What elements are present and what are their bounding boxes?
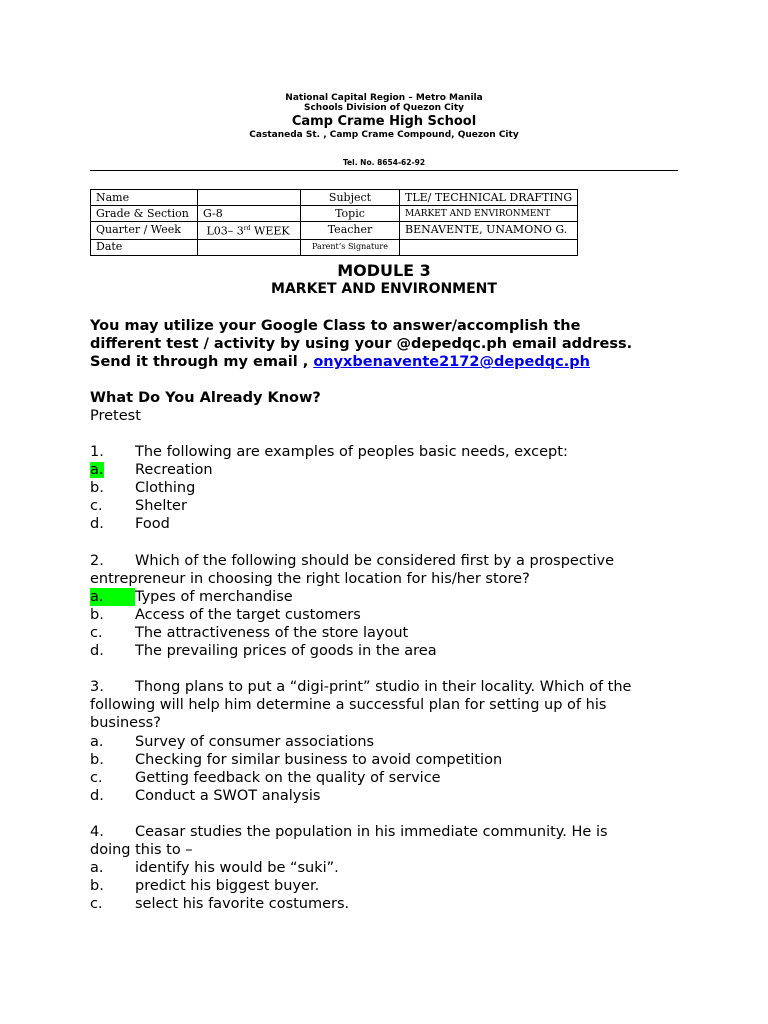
student-info-table bbox=[90, 189, 578, 256]
question-text: following will help him determine a successful plan for setting up of his bbox=[90, 697, 607, 714]
quarter-week-value: L03– 3rd WEEK bbox=[198, 222, 301, 240]
choice-text: Access of the target customers bbox=[135, 606, 361, 623]
region-header: National Capital Region – Metro Manila bbox=[285, 93, 483, 103]
choice-letter: c. bbox=[90, 896, 103, 913]
question-number: 3. bbox=[90, 679, 104, 696]
choice-text: predict his biggest buyer. bbox=[135, 878, 320, 895]
table-row bbox=[91, 190, 578, 206]
choice-text: Clothing bbox=[135, 480, 196, 497]
choice-letter: b. bbox=[90, 480, 104, 497]
choice-text: Types of merchandise bbox=[135, 588, 293, 605]
name-label: Name bbox=[91, 190, 198, 206]
subject-label: Subject bbox=[301, 190, 400, 206]
question-number: 2. bbox=[90, 552, 104, 569]
choice-text: select his favorite costumers. bbox=[135, 896, 350, 913]
table-row bbox=[91, 206, 578, 222]
instructions-line: different test / activity by using your @depedqc.ph email address. bbox=[90, 336, 633, 353]
question-text: Thong plans to put a “digi-print” studio in their locality. Which of the bbox=[135, 679, 632, 696]
choice-letter: d. bbox=[90, 643, 104, 660]
parent-signature-field[interactable] bbox=[400, 239, 578, 255]
table-row bbox=[91, 239, 578, 255]
answer-choice[interactable] bbox=[90, 859, 690, 877]
choice-letter: a. bbox=[90, 860, 104, 877]
division-header: Schools Division of Quezon City bbox=[303, 103, 465, 113]
pretest-questions bbox=[90, 443, 690, 913]
choice-text: Shelter bbox=[135, 498, 187, 515]
answer-highlight: a. bbox=[90, 588, 135, 606]
answer-highlight: a. bbox=[90, 462, 104, 479]
choice-letter: a. bbox=[90, 733, 104, 750]
choice-letter: c. bbox=[90, 624, 103, 641]
choice-text: Recreation bbox=[135, 462, 213, 479]
question-stem bbox=[90, 443, 690, 461]
answer-choice[interactable] bbox=[90, 769, 690, 787]
question-spacer bbox=[90, 805, 690, 823]
subject-value: TLE/ TECHNICAL DRAFTING bbox=[400, 190, 578, 206]
question-text: Ceasar studies the population in his immediate community. He is bbox=[135, 823, 608, 840]
question-text: entrepreneur in choosing the right location for his/her store? bbox=[90, 570, 530, 587]
module-title: MODULE 3 bbox=[337, 261, 431, 280]
school-name: Camp Crame High School bbox=[291, 114, 477, 129]
answer-choice[interactable] bbox=[90, 588, 690, 606]
section-subheading: Pretest bbox=[90, 408, 141, 425]
choice-text: Food bbox=[135, 516, 170, 533]
choice-text: Conduct a SWOT analysis bbox=[135, 787, 321, 804]
question-stem-continued bbox=[90, 841, 690, 859]
instructions bbox=[90, 317, 690, 371]
date-field[interactable] bbox=[198, 239, 301, 255]
answer-choice[interactable] bbox=[90, 497, 690, 515]
choice-text: Survey of consumer associations bbox=[135, 733, 375, 750]
email-link[interactable]: onyxbenavente2172@depedqc.ph bbox=[313, 354, 590, 371]
header-divider bbox=[90, 170, 678, 171]
question-text: Which of the following should be considered first by a prospective bbox=[135, 552, 615, 569]
choice-letter bbox=[90, 461, 135, 479]
question-stem bbox=[90, 552, 690, 570]
answer-choice[interactable] bbox=[90, 515, 690, 533]
table-row bbox=[91, 222, 578, 240]
question-stem-continued bbox=[90, 696, 690, 714]
teacher-value: BENAVENTE, UNAMONO G. bbox=[400, 222, 578, 240]
answer-choice[interactable] bbox=[90, 642, 690, 660]
choice-letter: d. bbox=[90, 787, 104, 804]
answer-choice[interactable] bbox=[90, 733, 690, 751]
choice-letter bbox=[90, 588, 135, 606]
section-heading: What Do You Already Know? bbox=[90, 390, 321, 406]
choice-letter: d. bbox=[90, 516, 104, 533]
module-subtitle: MARKET AND ENVIRONMENT bbox=[271, 281, 497, 297]
answer-choice[interactable] bbox=[90, 877, 690, 895]
question-number: 4. bbox=[90, 823, 104, 840]
choice-text: identify his would be “suki”. bbox=[135, 860, 339, 877]
choice-letter: c. bbox=[90, 769, 103, 786]
choice-text: The prevailing prices of goods in the area bbox=[135, 643, 437, 660]
question-spacer bbox=[90, 533, 690, 551]
grade-section-label: Grade & Section bbox=[91, 206, 198, 222]
question-stem-continued bbox=[90, 570, 690, 588]
date-label: Date bbox=[91, 239, 198, 255]
quarter-week-label: Quarter / Week bbox=[91, 222, 198, 240]
teacher-label: Teacher bbox=[301, 222, 400, 240]
answer-choice[interactable] bbox=[90, 895, 690, 913]
topic-value: MARKET AND ENVIRONMENT bbox=[400, 206, 578, 222]
answer-choice[interactable] bbox=[90, 461, 690, 479]
choice-letter: b. bbox=[90, 751, 104, 768]
section-heading-block bbox=[90, 389, 690, 425]
answer-choice[interactable] bbox=[90, 606, 690, 624]
grade-section-value: G-8 bbox=[198, 206, 301, 222]
topic-label: Topic bbox=[301, 206, 400, 222]
answer-choice[interactable] bbox=[90, 479, 690, 497]
question-stem bbox=[90, 678, 690, 696]
answer-choice[interactable] bbox=[90, 751, 690, 769]
school-address: Castaneda St. , Camp Crame Compound, Quezon City bbox=[249, 130, 519, 140]
answer-choice[interactable] bbox=[90, 624, 690, 642]
question-number: 1. bbox=[90, 444, 104, 460]
choice-text: The attractiveness of the store layout bbox=[135, 624, 409, 641]
choice-letter: b. bbox=[90, 606, 104, 623]
answer-choice[interactable] bbox=[90, 787, 690, 805]
question-stem-continued bbox=[90, 714, 690, 732]
choice-text: Checking for similar business to avoid competition bbox=[135, 751, 503, 768]
question-spacer bbox=[90, 660, 690, 678]
choice-text: Getting feedback on the quality of service bbox=[135, 769, 441, 786]
question-text: doing this to – bbox=[90, 842, 193, 859]
instructions-line: Send it through my email , onyxbenavente2172@depedqc.ph bbox=[90, 354, 590, 371]
question-stem bbox=[90, 823, 690, 841]
question-text: The following are examples of peoples basic needs, except: bbox=[135, 444, 568, 460]
parent-signature-label: Parent’s Signature bbox=[301, 239, 400, 255]
instructions-line: You may utilize your Google Class to answer/accomplish the bbox=[90, 318, 581, 334]
question-text: business? bbox=[90, 715, 161, 732]
choice-letter: b. bbox=[90, 878, 104, 895]
choice-letter: c. bbox=[90, 498, 103, 515]
name-field[interactable] bbox=[198, 190, 301, 206]
telephone-number: Tel. No. 8654-62-92 bbox=[342, 158, 426, 167]
